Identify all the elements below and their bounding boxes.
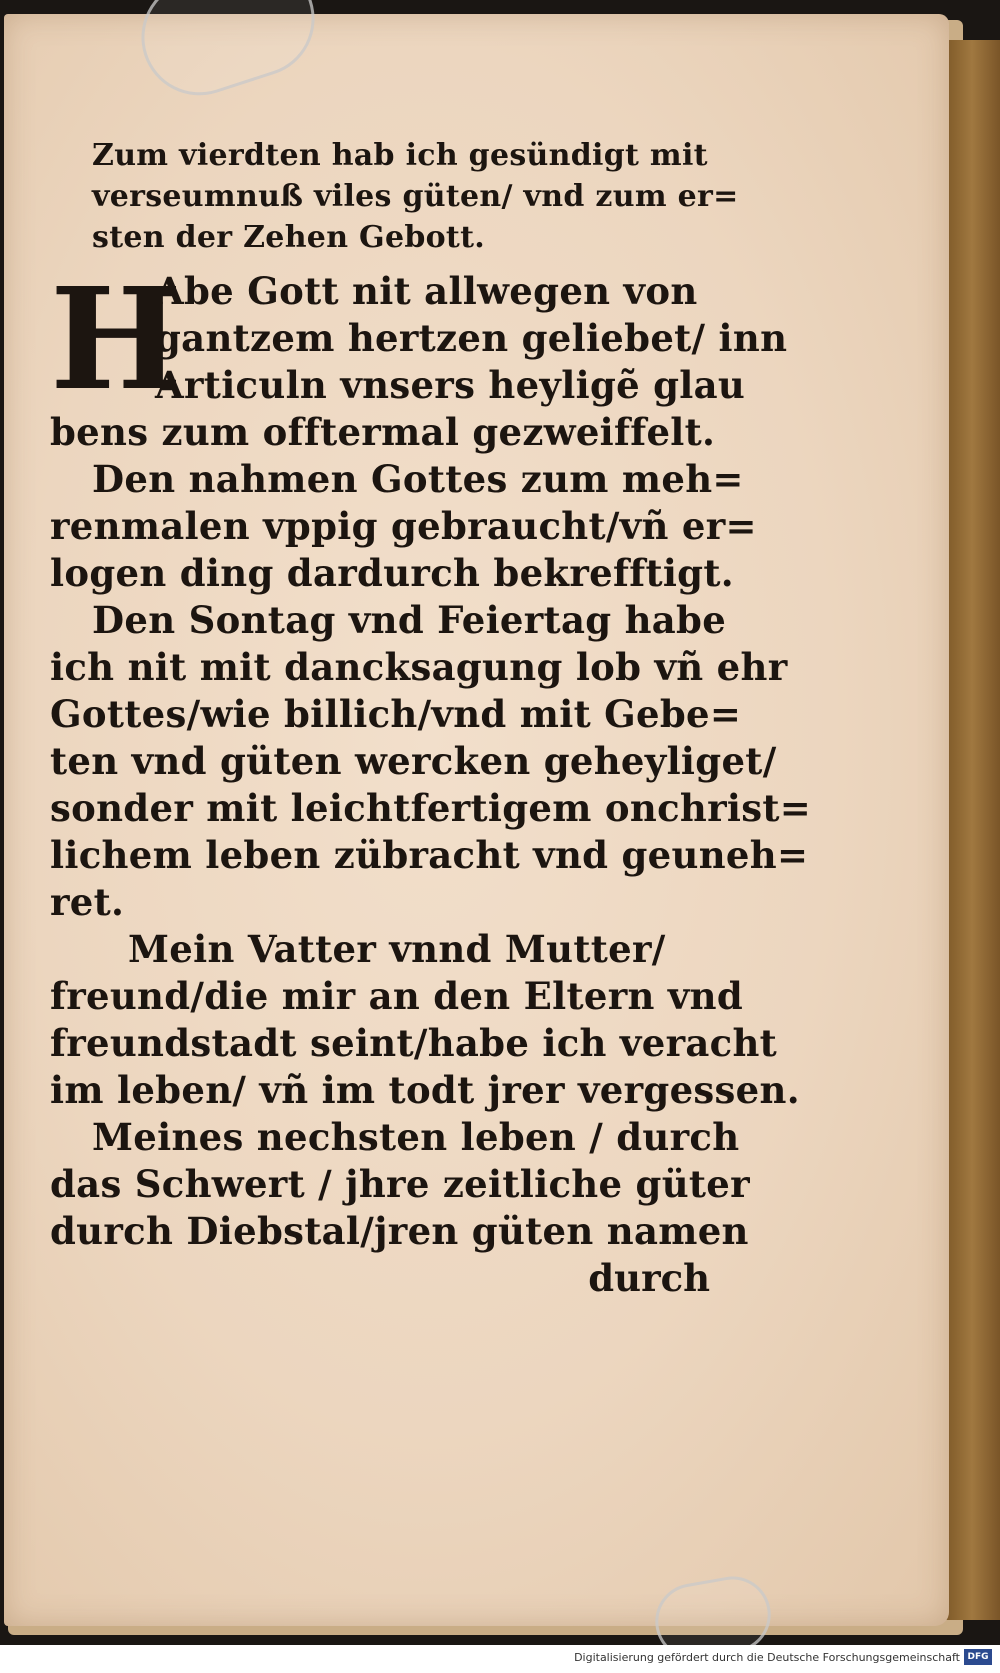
text-line: ten vnd güten wercken geheyliget/ [50, 739, 777, 783]
section-heading [50, 135, 739, 258]
text-line: freund/die mir an den Eltern vnd [50, 974, 744, 1018]
footer-bar [0, 1645, 1000, 1673]
heading-line: Zum vierdten hab ich gesündigt mit [92, 138, 708, 173]
page-text [50, 135, 812, 1302]
heading-line: verseumnuß viles güten/ vnd zum er= [92, 179, 739, 214]
text-line: im leben/ vñ im todt jrer vergessen. [50, 1068, 800, 1112]
funding-credit: Digitalisierung gefördert durch die Deutsche Forschungsgemeinschaft [574, 1651, 960, 1664]
heading-line: sten der Zehen Gebott. [92, 220, 485, 255]
text-line: Den nahmen Gottes zum meh= [92, 457, 744, 501]
text-line: renmalen vppig gebraucht/vñ er= [50, 504, 757, 548]
text-line: Den Sontag vnd Feiertag habe [92, 598, 727, 642]
text-line: durch Diebstal/jren güten namen [50, 1209, 749, 1253]
initial-paragraph [50, 258, 788, 422]
text-line: freundstadt seint/habe ich veracht [50, 1021, 778, 1065]
catchword: durch [588, 1256, 710, 1300]
text-line: ich nit mit dancksagung lob vñ ehr [50, 645, 788, 689]
text-line: Mein Vatter vnnd Mutter/ [128, 927, 666, 971]
body-text [50, 409, 812, 1302]
text-line: sonder mit leichtfertigem onchrist= [50, 786, 812, 830]
text-line: Abe Gott nit allwegen von [155, 269, 698, 313]
text-line: bens zum offtermal gezweiffelt. [50, 410, 716, 454]
text-line: Articuln vnsers heyligẽ glau [155, 363, 746, 407]
text-line: gantzem hertzen geliebet/ inn [155, 316, 788, 360]
text-line: Gottes/wie billich/vnd mit Gebe= [50, 692, 742, 736]
text-line: das Schwert / jhre zeitliche güter [50, 1162, 750, 1206]
text-line: logen ding dardurch bekrefftigt. [50, 551, 734, 595]
text-line: Meines nechsten leben / durch [92, 1115, 740, 1159]
text-line: lichem leben zübracht vnd geuneh= [50, 833, 809, 877]
dfg-logo: DFG [964, 1649, 992, 1665]
decorated-initial: H [50, 258, 183, 422]
text-line: ret. [50, 880, 125, 924]
